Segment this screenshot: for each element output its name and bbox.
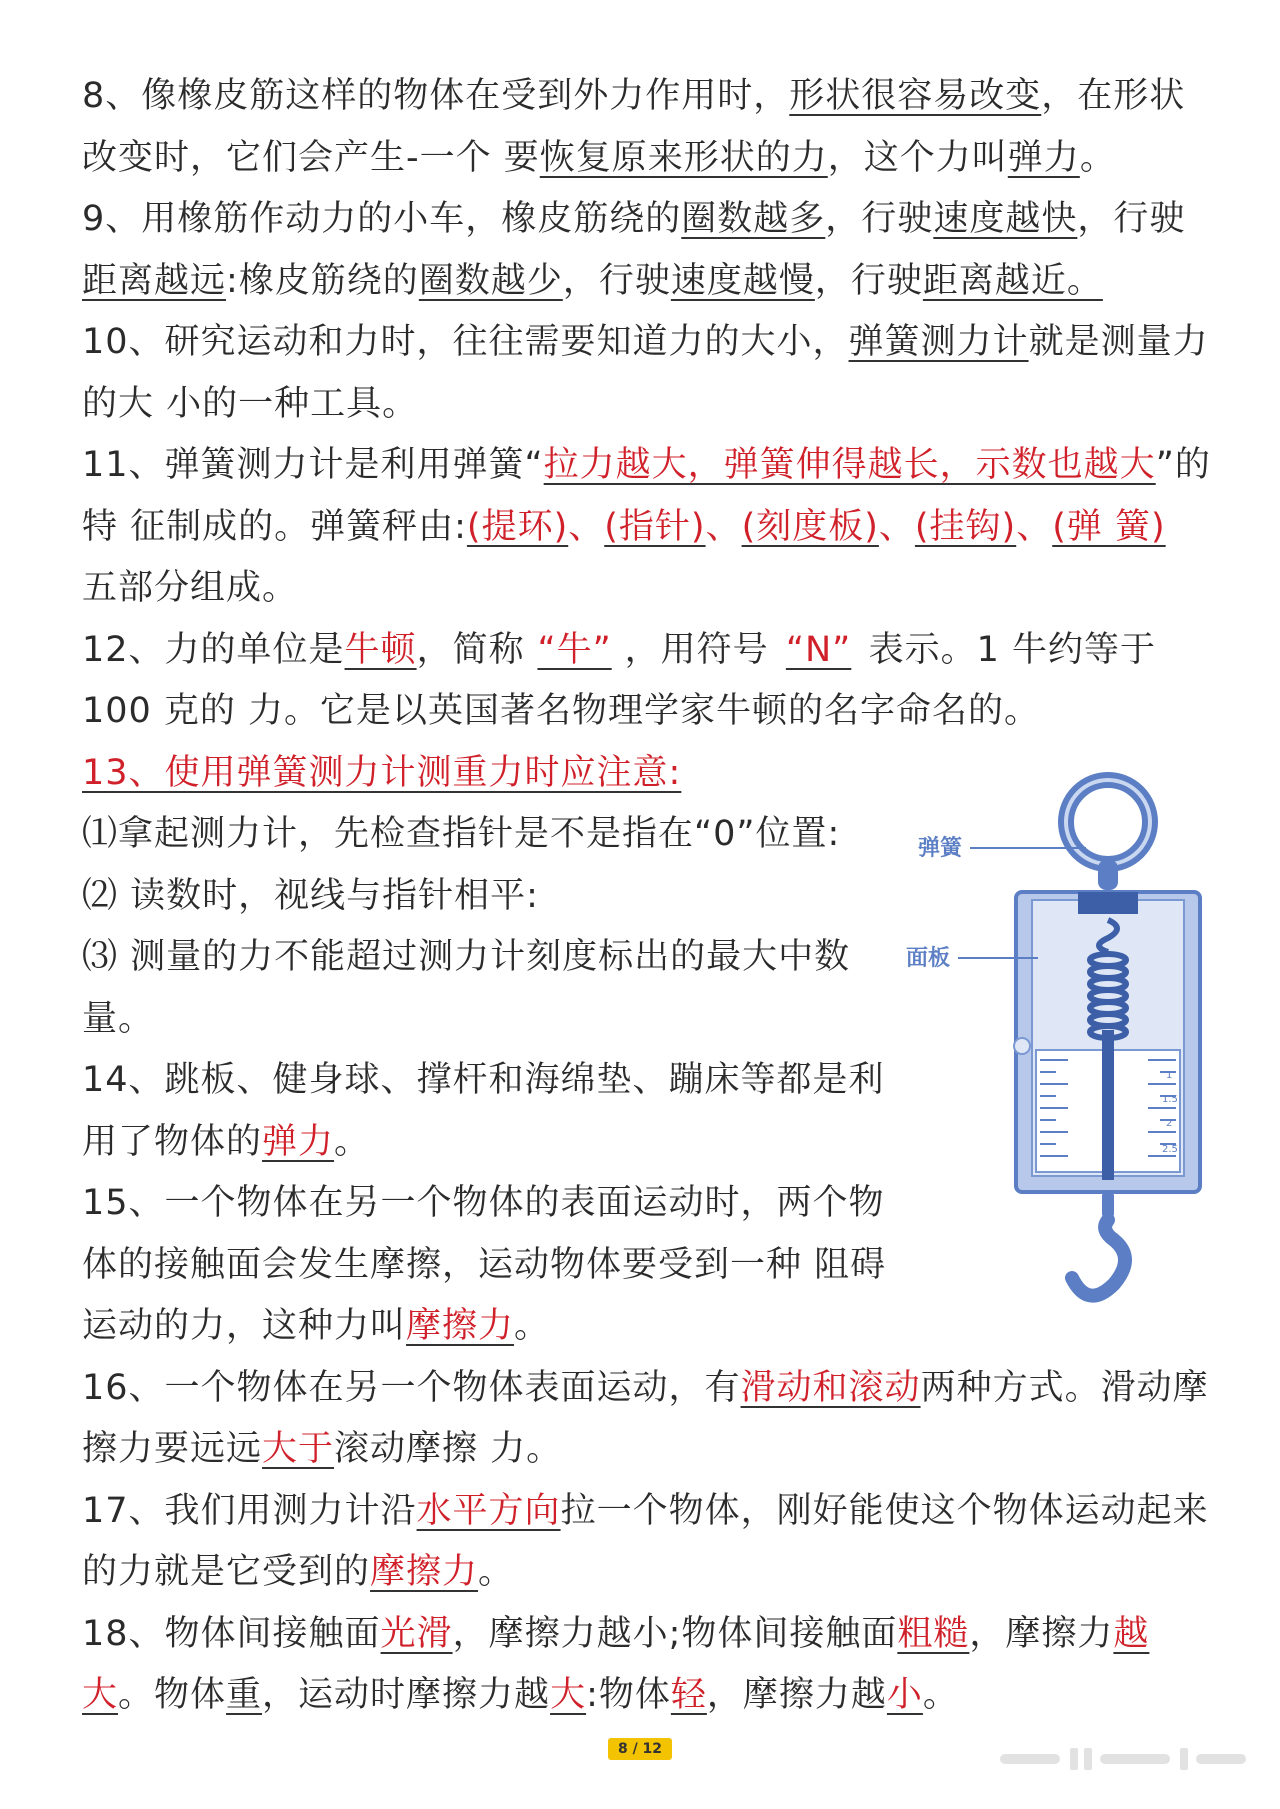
tick-label: 2 [1166, 1118, 1173, 1129]
tick-label: 2.5 [1162, 1144, 1178, 1155]
item-15 [82, 1173, 912, 1358]
red-answer: (弹 簧) [1052, 506, 1166, 547]
tick-label: 1.5 [1162, 1094, 1178, 1105]
text: :橡皮筋绕的 [226, 260, 419, 301]
page-number-badge: 8 / 12 [608, 1738, 672, 1760]
ring-link [1098, 860, 1118, 890]
red-answer: 摩擦力 [370, 1552, 479, 1592]
red-answer: 滑动和滚动 [740, 1367, 921, 1408]
item-18 [82, 1604, 1212, 1727]
text: 18、物体间接触面 [82, 1613, 381, 1654]
text: ，行驶 [562, 260, 671, 301]
item-16 [82, 1358, 1212, 1481]
underlined-answer: 恢复原来形状的力 [539, 137, 828, 178]
text: 。 [1079, 137, 1116, 178]
watermark-decoration [1000, 1746, 1260, 1772]
panel-label: 面板 [906, 946, 951, 971]
underlined-answer: 速度越快 [933, 199, 1078, 239]
red-answer: 大于 [262, 1429, 335, 1469]
underlined-answer: 速度越慢 [670, 260, 815, 301]
item-13-title: 13、使用弹簧测力计测重力时应注意: [82, 752, 682, 793]
text: ，用符号 [624, 629, 769, 670]
text: ，行驶 [825, 199, 934, 239]
tick-label: 1 [1166, 1070, 1173, 1081]
text: 12、力的单位是 [82, 629, 345, 670]
text: 滚动摩擦 力。 [334, 1429, 563, 1469]
text: 8、像橡皮筋这样的物体在受到外力作用时， [82, 76, 790, 116]
text: 。 [478, 1552, 515, 1592]
text: 14、跳板、健身球、撑杆和海绵垫、蹦床等都是利用了物体的 [82, 1060, 885, 1162]
text: 。 [922, 1675, 959, 1715]
red-answer: (刻度板) [741, 506, 879, 547]
text: 16、一个物体在另一个物体表面运动，有 [82, 1367, 741, 1408]
red-answer: “牛” [537, 629, 612, 670]
underlined-answer: 弹力 [1007, 137, 1080, 178]
text: ，运动时摩擦力越 [262, 1675, 551, 1715]
text: ，摩擦力 [969, 1613, 1114, 1654]
text: 两种方式。滑动摩擦力要远远 [82, 1367, 1209, 1469]
red-answer: 摩擦力 [406, 1306, 515, 1346]
underlined-answer: 重 [226, 1675, 263, 1715]
red-answer: 水平方向 [416, 1490, 561, 1531]
red-answer: 弹力 [262, 1121, 335, 1162]
text: ，行驶 [814, 260, 923, 301]
text: 就是测量力的大 小的一种工具。 [82, 322, 1209, 424]
plus-icon [1014, 1038, 1030, 1054]
red-answer: 粗糙 [897, 1613, 970, 1654]
red-answer: (挂钩) [914, 506, 1017, 547]
text: ，这个力叫 [827, 137, 1008, 178]
underlined-answer: 距离越近。 [922, 260, 1103, 301]
left-column [82, 743, 912, 1358]
underlined-answer: 弹簧测力计 [848, 322, 1029, 362]
text: 10、研究运动和力时，往往需要知道力的大小， [82, 322, 849, 362]
text: 9、用橡筋作动力的小车，橡皮筋绕的 [82, 199, 682, 239]
separator: 、 [878, 506, 915, 547]
text: ”的特 征制成的。弹簧秤由: [82, 445, 1211, 547]
text: 17、我们用测力计沿 [82, 1490, 417, 1531]
item-9 [82, 189, 1212, 312]
underlined-answer: 圈数越少 [418, 260, 563, 301]
red-answer: 越大 [82, 1613, 1150, 1715]
red-answer: 光滑 [380, 1613, 453, 1654]
text: 11、弹簧测力计是利用弹簧“ [82, 445, 544, 485]
hook-icon [1072, 1220, 1125, 1296]
red-answer: 大 [550, 1675, 587, 1715]
item-12 [82, 620, 1212, 743]
underlined-answer: 形状很容易改变 [789, 76, 1042, 116]
red-answer: 轻 [670, 1675, 707, 1715]
ring-highlight [1066, 780, 1150, 864]
item-13-point-3: ⑶ 测量的力不能超过测力计刻度标出的最大中数量。 [82, 937, 851, 1039]
text: ，行驶 [1077, 199, 1186, 239]
text: 。 [514, 1306, 551, 1346]
red-answer: (提环) [466, 506, 569, 547]
text: 五部分组成。 [82, 568, 299, 608]
underlined-answer: 距离越远 [82, 260, 227, 301]
pointer-rod [1102, 1030, 1114, 1180]
item-17 [82, 1481, 1212, 1604]
item-11 [82, 435, 1212, 620]
text: :物体 [586, 1675, 671, 1715]
spring-label: 弹簧 [918, 836, 963, 861]
text: 。物体 [118, 1675, 227, 1715]
red-answer: 牛顿 [344, 629, 417, 670]
text: ，摩擦力越小;物体间接触面 [452, 1613, 898, 1654]
text: ，在形状改变时，它们会产生-一个 要 [82, 76, 1186, 178]
item-14 [82, 1050, 912, 1173]
text: ，简称 [416, 629, 525, 670]
red-answer: 小 [886, 1675, 923, 1715]
separator: 、 [1016, 506, 1053, 547]
underlined-answer: 圈数越多 [681, 199, 826, 239]
separator: 、 [705, 506, 742, 547]
red-answer: (指针) [604, 506, 706, 547]
text: 表示。1 牛约等于 100 克的 力。它是以英国著名物理学家牛顿的名字命名的。 [82, 629, 1156, 731]
text: 15、一个物体在另一个物体的表面运动时，两个物体的接触面会发生摩擦，运动物体要受到一种 阻碍运动的力，这种力叫 [82, 1183, 887, 1346]
text: ，摩擦力越 [706, 1675, 887, 1715]
text: 拉一个物体，刚好能使这个物体运动起来的力就是它受到的 [82, 1490, 1209, 1592]
separator: 、 [568, 506, 605, 547]
item-13-point-2: ⑵ 读数时，视线与指针相平: [82, 875, 539, 916]
red-answer: “N” [785, 629, 852, 670]
item-13-point-1: ⑴拿起测力计，先检查指针是不是指在“0”位置: [82, 814, 841, 854]
top-cap [1078, 892, 1138, 914]
text: 。 [334, 1121, 371, 1162]
item-8 [82, 66, 1212, 189]
item-10 [82, 312, 1212, 435]
spring-scale-figure [906, 760, 1228, 1320]
red-answer: 拉力越大，弹簧伸得越长，示数也越大 [543, 445, 1156, 485]
